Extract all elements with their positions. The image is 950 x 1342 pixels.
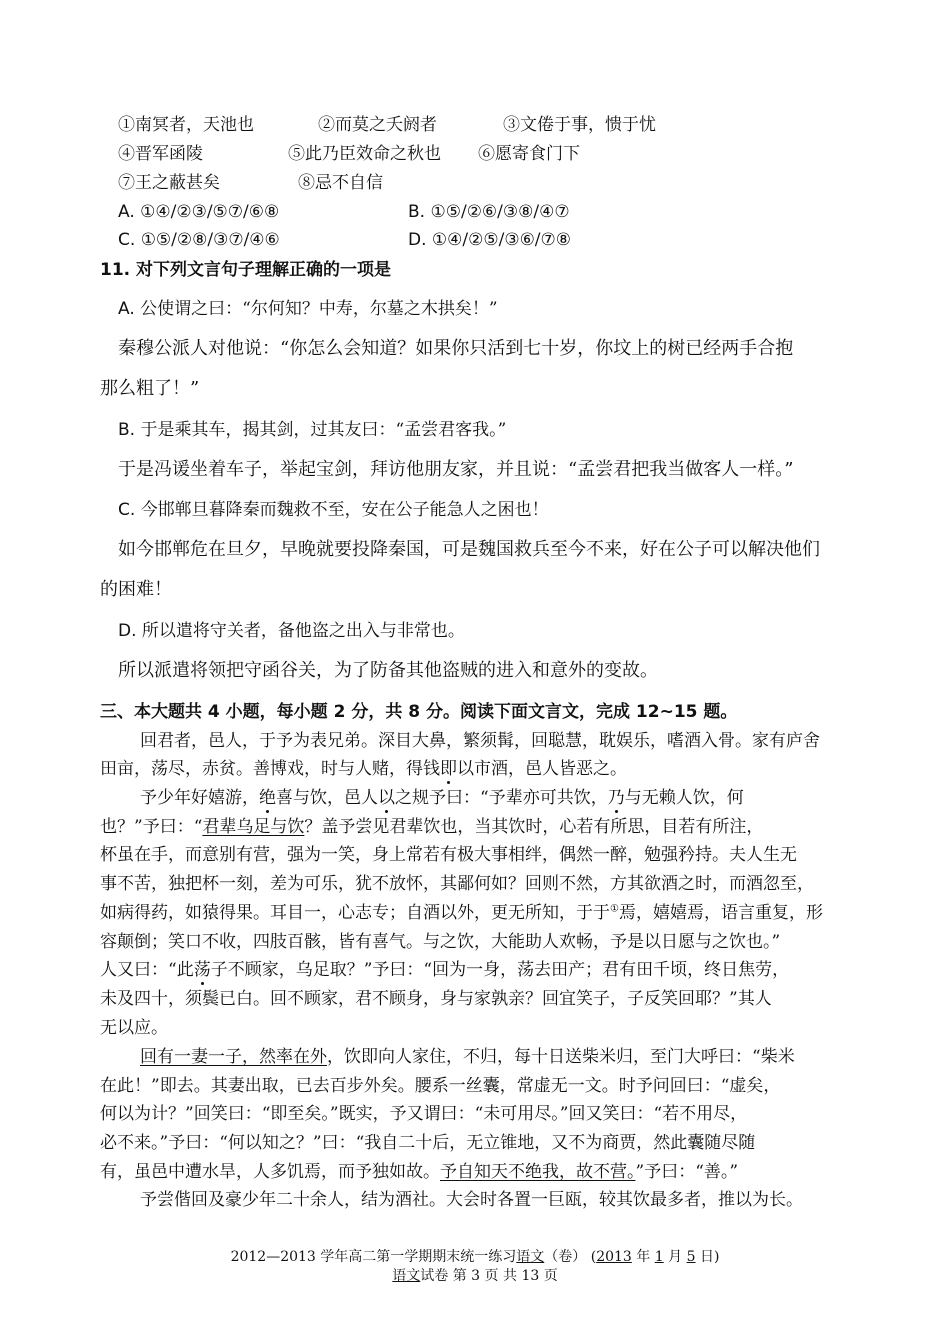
passage-line-10: 未及四十，须鬓已白。回不顾家，君不顾身，身与家孰亲？回宜笑子，子反笑回耶？”其人 <box>100 989 772 1009</box>
choice-a <box>118 200 279 224</box>
option-letter: D. <box>118 621 137 641</box>
passage-text: 喜与饮，邑人 <box>276 788 378 808</box>
emphasis-char: 荡 <box>193 960 211 980</box>
underlined-sentence: 回有一妻一子，然率在外 <box>140 1047 327 1067</box>
choice-b <box>408 200 570 224</box>
passage-text: ，饮即向人家住，不归，每十日送柴米归，至门大呼曰：“柴米 <box>327 1047 795 1067</box>
q11-b-translation: 于是冯谖坐着车子，举起宝剑，拜访他朋友家，并且说：“孟尝君把我当做客人一样。” <box>118 459 794 480</box>
passage-line-7 <box>100 901 823 925</box>
choice-letter: A. <box>118 202 135 222</box>
choice-letter: B. <box>408 202 426 222</box>
option-text: 所以遣将守关者，备他盗之出入与非常也。 <box>141 621 465 641</box>
passage-text: 也？”予曰：“ <box>100 817 203 837</box>
footer-text: （卷） ( <box>544 1249 597 1265</box>
passage-line-16 <box>100 1160 738 1184</box>
underlined-sentence: 君辈乌足与饮 <box>202 817 305 837</box>
emphasis-char: 绝 <box>259 788 276 808</box>
passage-text: ”予曰：“善。” <box>635 1162 739 1182</box>
q11-option-d <box>118 619 465 643</box>
choice-text: ①④/②⑤/③⑥/⑦⑧ <box>431 230 572 250</box>
emphasis-char: 以 <box>378 788 395 808</box>
footer-page-number <box>0 1267 950 1285</box>
passage-line-9 <box>100 958 789 982</box>
option-2: ②而莫之夭阏者 <box>318 115 437 135</box>
choice-c <box>118 228 280 252</box>
choice-text: ①④/②③/⑤⑦/⑥⑧ <box>140 202 280 222</box>
footer-exam-title <box>0 1248 950 1266</box>
passage-text: 田亩，荡尽，赤贫。善博戏，时与人赌，得钱 <box>100 759 440 779</box>
footer-subject: 语文 <box>392 1268 421 1284</box>
footer-subject: 语文 <box>516 1249 545 1265</box>
option-text: 公使谓之曰：“尔何知？中寿，尔墓之木拱矣！” <box>140 299 498 319</box>
option-7: ⑦王之蔽甚矣 <box>118 173 220 193</box>
passage-line-4 <box>100 815 763 839</box>
option-letter: B. <box>118 420 136 440</box>
passage-line-6: 事不苦，独把杯一刻，差为可乐，犹不放怀，其鄙何如？回则不然，方其欲酒之时，而酒忽至， <box>100 874 814 894</box>
q11-a-translation-2: 那么粗了！” <box>100 378 200 399</box>
q11-c-translation-2: 的困难！ <box>100 579 172 600</box>
option-letter: C. <box>118 500 136 520</box>
footer-text: 年 <box>631 1249 655 1265</box>
passage-line-8: 容颠倒；笑口不收，四肢百骸，皆有喜气。与之饮，大能助人欢畅，予是以日愿与之饮也。” <box>100 932 781 952</box>
underlined-sentence: 予自知天不绝我，故不营。 <box>440 1162 636 1182</box>
passage-line-15: 必不来。”予曰：“何以知之？”曰：“我自二十后，无立锥地，又不为商贾，然此囊随尽随 <box>100 1133 756 1153</box>
choice-d <box>408 228 571 252</box>
question-11-title: 11. 对下列文言句子理解正确的一项是 <box>100 260 392 280</box>
option-8: ⑧忌不自信 <box>298 173 383 193</box>
choice-letter: C. <box>118 230 136 250</box>
passage-text: 子不顾家，乌足取？”予曰：“回为一身，荡去田产；君有田千顷，终日焦劳， <box>210 960 790 980</box>
passage-text: 焉，嬉嬉焉，语言重复，形 <box>618 903 823 923</box>
option-4: ④晋军函陵 <box>118 144 203 164</box>
emphasis-char: 即 <box>440 759 457 779</box>
passage-line-11: 无以应。 <box>100 1018 168 1038</box>
q11-option-c <box>118 498 549 522</box>
option-5: ⑤此乃臣效命之秋也 <box>288 144 441 164</box>
passage-line-17: 予尝偕回及豪少年二十余人，结为酒社。大会时各置一巨瓯，较其饮最多者，推以为长。 <box>140 1190 803 1210</box>
passage-line-12 <box>140 1045 795 1069</box>
q11-option-a <box>118 297 498 321</box>
option-1: ①南冥者，天池也 <box>118 115 254 135</box>
passage-line-3 <box>140 786 744 810</box>
q11-option-b <box>118 418 506 442</box>
choice-letter: D. <box>408 230 427 250</box>
footer-day: 5 <box>686 1249 696 1265</box>
footer-year: 2013 <box>596 1249 632 1265</box>
choice-text: ①⑤/②⑧/③⑦/④⑥ <box>140 230 280 250</box>
option-text: 于是乘其车，揭其剑，过其友曰：“孟尝君客我。” <box>140 420 507 440</box>
passage-text: 之规予曰：“予辈亦可共饮， <box>395 788 608 808</box>
q11-d-translation: 所以派遣将领把守函谷关，为了防备其他盗贼的进入和意外的变故。 <box>118 660 658 681</box>
footer-text: 2012—2013 学年高二第一学期期末统一练习 <box>230 1249 517 1265</box>
passage-text: 如病得药，如猿得果。耳目一，心志专；自酒以外，更无所知，于于 <box>100 903 610 923</box>
footnote-marker: ① <box>610 903 619 915</box>
section-3-heading: 三、本大题共 4 小题，每小题 2 分，共 8 分。阅读下面文言文，完成 12~15 题。 <box>100 702 738 722</box>
emphasis-char: 乃 <box>607 788 625 808</box>
option-6: ⑥愿寄食门下 <box>478 144 580 164</box>
passage-text: 人又曰：“此 <box>100 960 194 980</box>
passage-text: 与无赖人饮，何 <box>624 788 744 808</box>
footer-month: 1 <box>654 1249 664 1265</box>
footer-text: 试卷 第 3 页 共 13 页 <box>420 1268 558 1284</box>
passage-text: 以市酒，邑人皆恶之。 <box>457 759 627 779</box>
q11-c-translation-1: 如今邯郸危在旦夕，早晚就要投降秦国，可是魏国救兵至今不来，好在公子可以解决他们 <box>118 539 820 560</box>
passage-text: 予少年好嬉游， <box>140 788 259 808</box>
passage-line-5: 杯虽在手，而意别有营，强为一笑，身上常若有极大事相绊，偶然一醉，勉强矜持。夫人生无 <box>100 845 797 865</box>
passage-line-1: 回君者，邑人，于予为表兄弟。深目大鼻，繁须髯，回聪慧，耽娱乐，嗜酒入骨。家有庐舍 <box>140 731 820 751</box>
passage-line-2 <box>100 757 627 781</box>
footer-text: 日) <box>695 1249 720 1265</box>
passage-line-13: 在此！”即去。其妻出取，已去百步外矣。腰系一丝囊，常虚无一文。时予问回曰：“虚矣， <box>100 1076 781 1096</box>
q11-a-translation-1: 秦穆公派人对他说：“你怎么会知道？如果你只活到七十岁，你坟上的树已经两手合抱 <box>118 338 794 359</box>
option-letter: A. <box>118 299 135 319</box>
footer-text: 月 <box>663 1249 687 1265</box>
passage-text: ？盖予尝见君辈饮也，当其饮时，心若有所思，目若有所注， <box>304 817 764 837</box>
choice-text: ①⑤/②⑥/③⑧/④⑦ <box>430 202 570 222</box>
passage-line-14: 何以为计？”回笑曰：“即至矣。”既实，予又谓曰：“未可用尽。”回又笑曰：“若不用尽， <box>100 1104 748 1124</box>
passage-text: 有，虽邑中遭水旱，人多饥焉，而予独如故。 <box>100 1162 440 1182</box>
option-text: 今邯郸旦暮降秦而魏救不至，安在公子能急人之困也！ <box>140 500 549 520</box>
option-3: ③文倦于事，愦于忧 <box>503 115 656 135</box>
